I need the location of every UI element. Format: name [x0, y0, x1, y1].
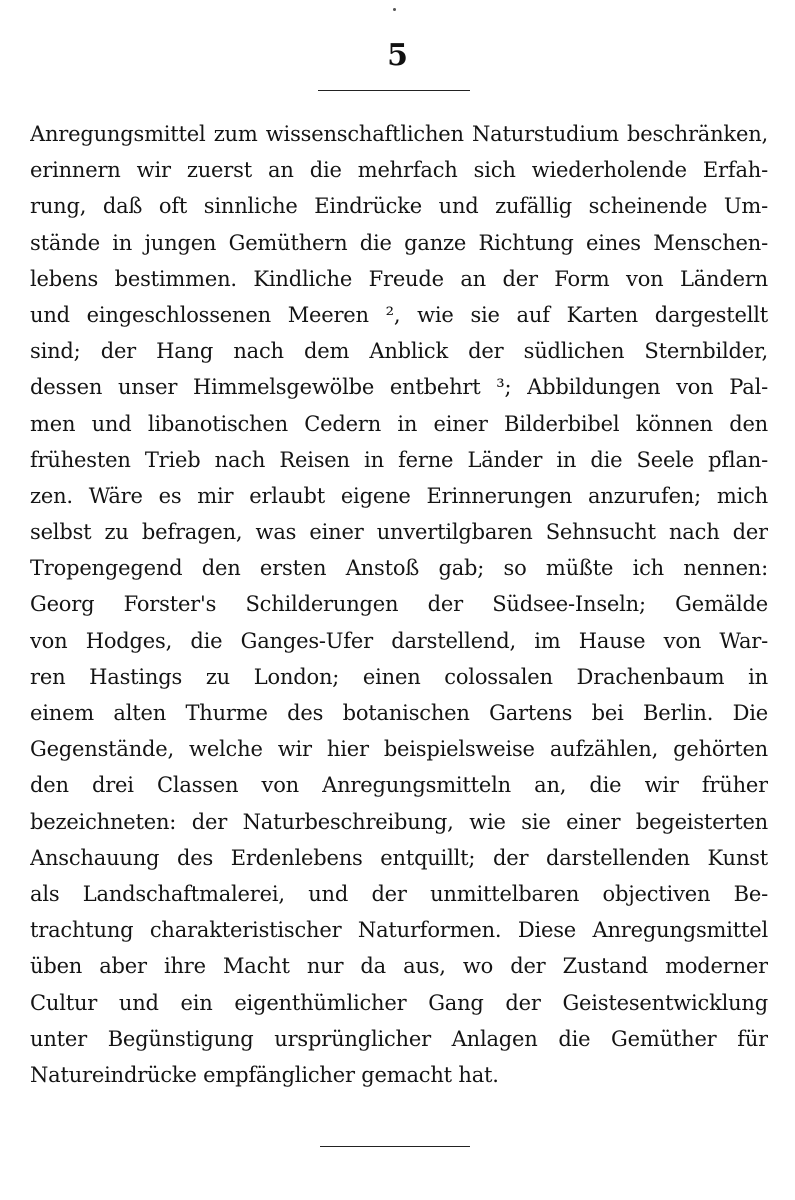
text-line: als Landschaftmalerei, und der unmittelbaren objectiven Be- [30, 881, 768, 906]
text-line: frühesten Trieb nach Reisen in ferne Länder in die Seele pflan- [30, 447, 768, 472]
text-line: bezeichneten: der Naturbeschreibung, wie sie einer begeisterten [30, 809, 768, 834]
text-line: erinnern wir zuerst an die mehrfach sich wiederholende Erfah- [30, 158, 768, 183]
text-line: men und libanotischen Cedern in einer Bilderbibel können den [30, 411, 768, 436]
text-line: ren Hastings zu London; einen colossalen Drachenbaum in [30, 664, 768, 689]
text-line: Anschauung des Erdenlebens entquillt; der darstellenden Kunst [30, 845, 768, 870]
text-line: üben aber ihre Macht nur da aus, wo der Zustand moderner [30, 954, 768, 979]
text-line: unter Begünstigung ursprünglicher Anlagen die Gemüther für [30, 1026, 768, 1051]
text-line: Georg Forster's Schilderungen der Südsee-Inseln; Gemälde [30, 592, 768, 617]
text-line: dessen unser Himmelsgewölbe entbehrt ³; Abbildungen von Pal- [30, 375, 768, 400]
text-line-last: Natureindrücke empfänglicher gemacht hat. [30, 1062, 499, 1087]
text-line: den drei Classen von Anregungsmitteln an, die wir früher [30, 773, 768, 798]
text-line: stände in jungen Gemüthern die ganze Richtung eines Menschen- [30, 230, 768, 255]
text-line: zen. Wäre es mir erlaubt eigene Erinnerungen anzurufen; mich [30, 483, 768, 508]
text-line: von Hodges, die Ganges-Ufer darstellend, im Hause von War- [30, 628, 768, 653]
text-line: trachtung charakteristischer Naturformen. Diese Anregungsmittel [30, 918, 768, 943]
text-line: Anregungsmittel zum wissenschaftlichen Naturstudium beschränken, [30, 122, 768, 146]
page-number: 5 [387, 38, 408, 73]
text-line: Gegenstände, welche wir hier beispielsweise aufzählen, gehörten [30, 737, 768, 762]
header-rule [318, 90, 470, 91]
text-line: sind; der Hang nach dem Anblick der südlichen Sternbilder, [30, 339, 768, 364]
text-line: und eingeschlossenen Meeren ², wie sie auf Karten dargestellt [30, 302, 768, 327]
text-line: einem alten Thurme des botanischen Gartens bei Berlin. Die [30, 701, 768, 725]
footer-rule [320, 1146, 470, 1147]
text-line: rung, daß oft sinnliche Eindrücke und zufällig scheinende Um- [30, 194, 768, 219]
text-line: lebens bestimmen. Kindliche Freude an der Form von Ländern [30, 266, 768, 291]
text-line: Cultur und ein eigenthümlicher Gang der Geistesentwicklung [30, 990, 768, 1015]
text-line: Tropengegend den ersten Anstoß gab; so müßte ich nennen: [30, 556, 768, 581]
text-line: selbst zu befragen, was einer unvertilgbaren Sehnsucht nach der [30, 520, 768, 545]
print-speck [393, 8, 396, 11]
body-paragraph [30, 116, 768, 1093]
